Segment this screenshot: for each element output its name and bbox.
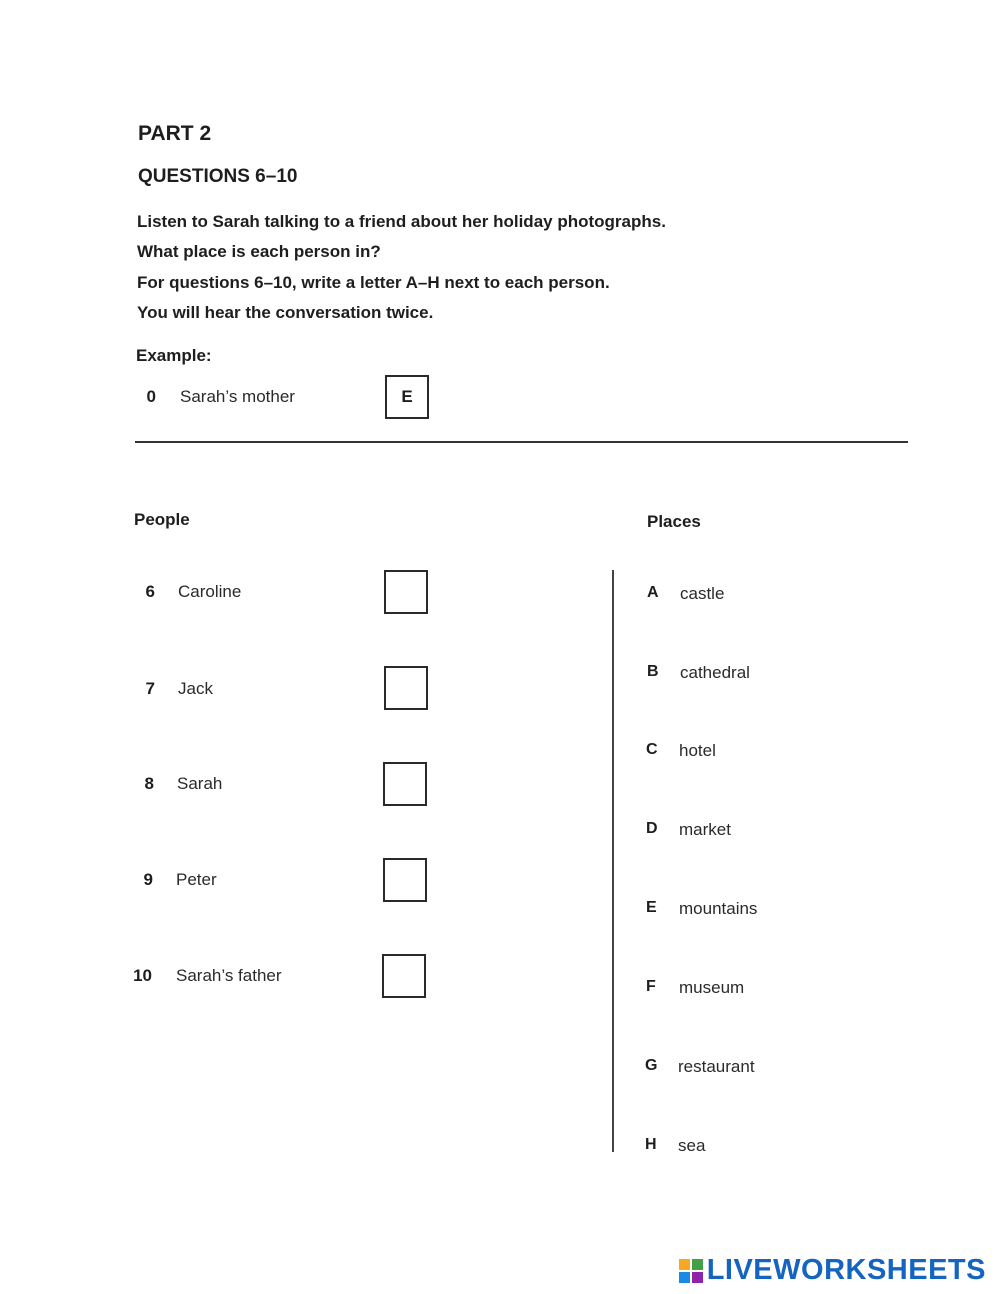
answer-box-7[interactable] [384,666,428,710]
place-letter: C [646,741,658,758]
people-heading: People [134,510,190,529]
instruction-line: For questions 6–10, write a letter A–H next to each person. [137,273,610,292]
answer-box-9[interactable] [383,858,427,902]
example-answer-box: E [385,375,429,419]
example-person: Sarah’s mother [180,387,295,406]
question-number: 7 [145,679,155,698]
places-heading: Places [647,512,701,531]
brand-name: LIVEWORKSHEETS [706,1254,986,1286]
place-name: castle [680,584,725,603]
place-letter: A [647,584,659,601]
instruction-line: What place is each person in? [137,242,381,261]
person-name: Caroline [178,582,242,601]
place-letter: D [646,820,658,837]
questions-range: QUESTIONS 6–10 [138,166,298,187]
question-number: 6 [145,582,155,601]
liveworksheets-icon [679,1259,703,1283]
person-name: Sarah [177,774,223,793]
place-letter: E [646,899,657,916]
place-letter: F [646,978,656,995]
liveworksheets-logo [679,1254,986,1287]
instruction-line: Listen to Sarah talking to a friend about her holiday photographs. [137,212,666,231]
divider [135,441,908,443]
column-divider [612,570,614,1152]
place-name: cathedral [680,663,750,682]
place-letter: H [645,1136,657,1153]
question-number: 10 [133,966,152,985]
answer-box-6[interactable] [384,570,428,614]
example-number: 0 [146,387,156,406]
question-number: 8 [144,774,154,793]
example-label: Example: [136,346,212,365]
person-name: Jack [178,679,213,698]
person-name: Peter [176,870,217,889]
place-name: restaurant [678,1057,755,1076]
answer-box-8[interactable] [383,762,427,806]
place-name: hotel [679,741,716,760]
place-name: market [679,820,731,839]
answer-box-10[interactable] [382,954,426,998]
place-letter: G [645,1057,658,1074]
person-name: Sarah’s father [176,966,282,985]
part-title: PART 2 [138,122,212,145]
instruction-line: You will hear the conversation twice. [137,303,434,322]
place-name: museum [679,978,745,997]
place-name: sea [678,1136,706,1155]
place-name: mountains [679,899,758,918]
place-letter: B [647,663,659,680]
question-number: 9 [143,870,153,889]
